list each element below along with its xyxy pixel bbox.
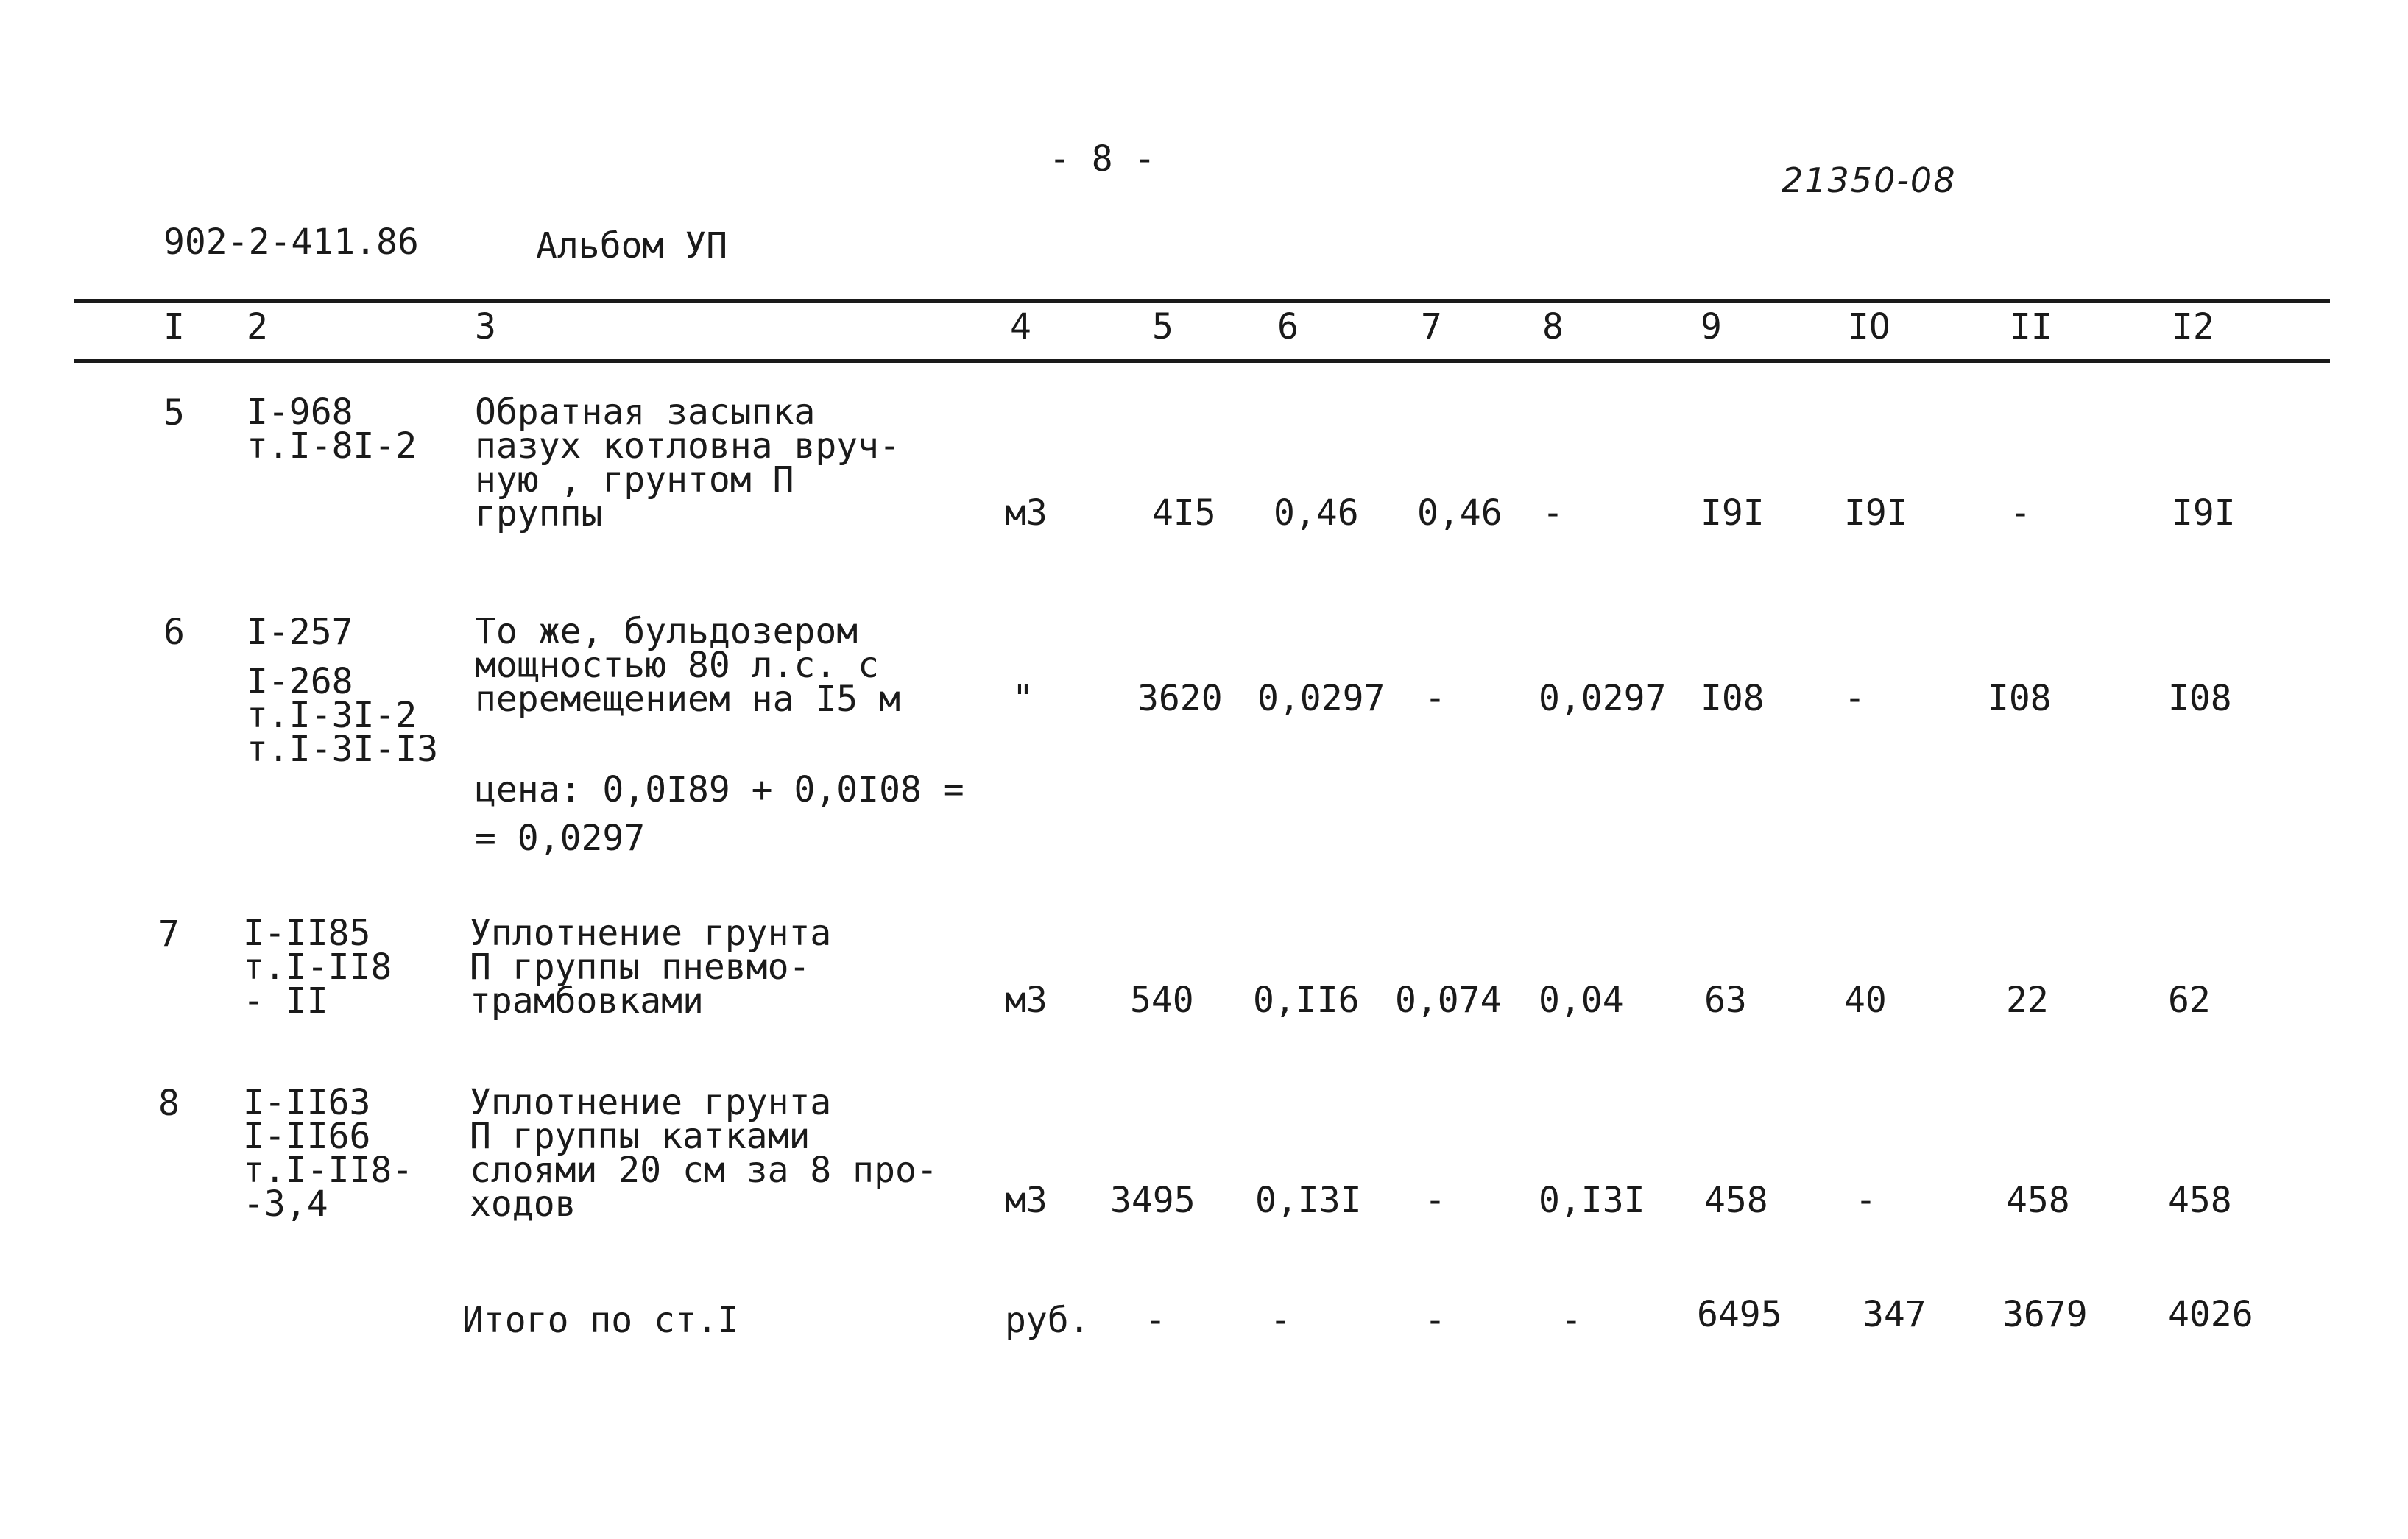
total-col11: 3679: [2002, 1294, 2088, 1335]
col-header-12: I2: [2172, 306, 2214, 347]
row-col9: 458: [1704, 1180, 1768, 1221]
total-col9: 6495: [1697, 1294, 1782, 1335]
row-col6: 0,II6: [1253, 980, 1360, 1021]
row-col7: -: [1424, 1180, 1446, 1221]
total-unit: руб.: [1005, 1300, 1090, 1341]
row-description: Уплотнение грунта П группы катками слоями 20 см за 8 про- ходов: [470, 1082, 938, 1225]
row-col12: I9I: [2172, 492, 2236, 534]
row-col6: 0,46: [1274, 492, 1359, 534]
row-col7: 0,074: [1395, 980, 1502, 1021]
col-header-4: 4: [1010, 306, 1031, 347]
row-col8: 0,04: [1539, 980, 1624, 1021]
row-unit: м3: [1005, 492, 1048, 534]
document-code: 902-2-411.86: [163, 222, 419, 263]
col-header-1: I: [163, 306, 185, 347]
col-header-5: 5: [1152, 306, 1173, 347]
row-code-b: I-268 т.I-3I-2 т.I-3I-I3: [247, 661, 439, 770]
row-description: Уплотнение грунта П группы пневмо- трамбовками: [470, 913, 832, 1022]
row-description: Обратная засыпка пазух котловна вруч- ную , грунтом П группы: [475, 392, 900, 534]
row-code: I-II85 т.I-II8 - II: [243, 913, 392, 1022]
album-title: Альбом УП: [536, 225, 728, 266]
row-col7: 0,46: [1417, 492, 1503, 534]
row-number: 5: [163, 392, 185, 434]
row-col10: 40: [1844, 980, 1887, 1021]
page-number: - 8 -: [1049, 138, 1156, 180]
row-code: I-II63 I-II66 т.I-II8- -3,4: [243, 1082, 414, 1225]
row-number: 8: [158, 1083, 180, 1124]
row-col10: -: [1844, 678, 1865, 719]
total-col10: 347: [1863, 1294, 1927, 1335]
row-col11: 458: [2006, 1180, 2070, 1221]
row-col6: 0,I3I: [1255, 1180, 1362, 1221]
row-code: I-968 т.I-8I-2: [247, 392, 417, 467]
row-col6: 0,0297: [1257, 678, 1385, 719]
row-col11: I08: [1988, 678, 2052, 719]
row-col9: I08: [1701, 678, 1765, 719]
total-col5: -: [1145, 1300, 1166, 1341]
total-col7: -: [1424, 1300, 1446, 1341]
col-header-10: IO: [1848, 306, 1890, 347]
row-number: 7: [158, 913, 180, 955]
col-header-2: 2: [247, 306, 268, 347]
row-col5: 3495: [1110, 1180, 1196, 1221]
col-header-9: 9: [1701, 306, 1722, 347]
row-description: То же, бульдозером мощностью 80 л.с. с перемещением на I5 м: [475, 611, 900, 720]
row-col8: 0,0297: [1539, 678, 1667, 719]
total-label: Итого по ст.I: [462, 1300, 739, 1341]
row-col11: 22: [2006, 980, 2049, 1021]
row-col8: 0,I3I: [1539, 1180, 1645, 1221]
col-header-3: 3: [475, 306, 496, 347]
row-unit: м3: [1005, 980, 1048, 1021]
row-col5: 3620: [1137, 678, 1223, 719]
row-col12: 458: [2168, 1180, 2232, 1221]
total-col8: -: [1561, 1300, 1582, 1341]
col-header-8: 8: [1542, 306, 1564, 347]
row-col8: -: [1542, 492, 1564, 534]
row-col5: 4I5: [1152, 492, 1216, 534]
row-code-a: I-257: [247, 612, 353, 653]
row-col12: I08: [2168, 678, 2232, 719]
row-price-note: цена: 0,0I89 + 0,0I08 = = 0,0297: [475, 769, 964, 859]
total-col6: -: [1270, 1300, 1291, 1341]
row-col9: 63: [1704, 980, 1747, 1021]
row-unit: м3: [1005, 1180, 1048, 1221]
col-header-11: II: [2010, 306, 2052, 347]
row-col9: I9I: [1701, 492, 1765, 534]
row-col11: -: [2010, 492, 2031, 534]
table-top-rule: [74, 299, 2330, 303]
row-col12: 62: [2168, 980, 2211, 1021]
row-number: 6: [163, 612, 185, 653]
row-col10: I9I: [1844, 492, 1908, 534]
handwritten-reference: 21350-08: [1782, 160, 1957, 200]
row-unit: ": [1012, 678, 1034, 719]
col-header-7: 7: [1421, 306, 1442, 347]
col-header-6: 6: [1277, 306, 1299, 347]
total-col12: 4026: [2168, 1294, 2253, 1335]
table-header-rule: [74, 359, 2330, 363]
row-col10: -: [1855, 1180, 1876, 1221]
row-col5: 540: [1130, 980, 1194, 1021]
row-col7: -: [1424, 678, 1446, 719]
